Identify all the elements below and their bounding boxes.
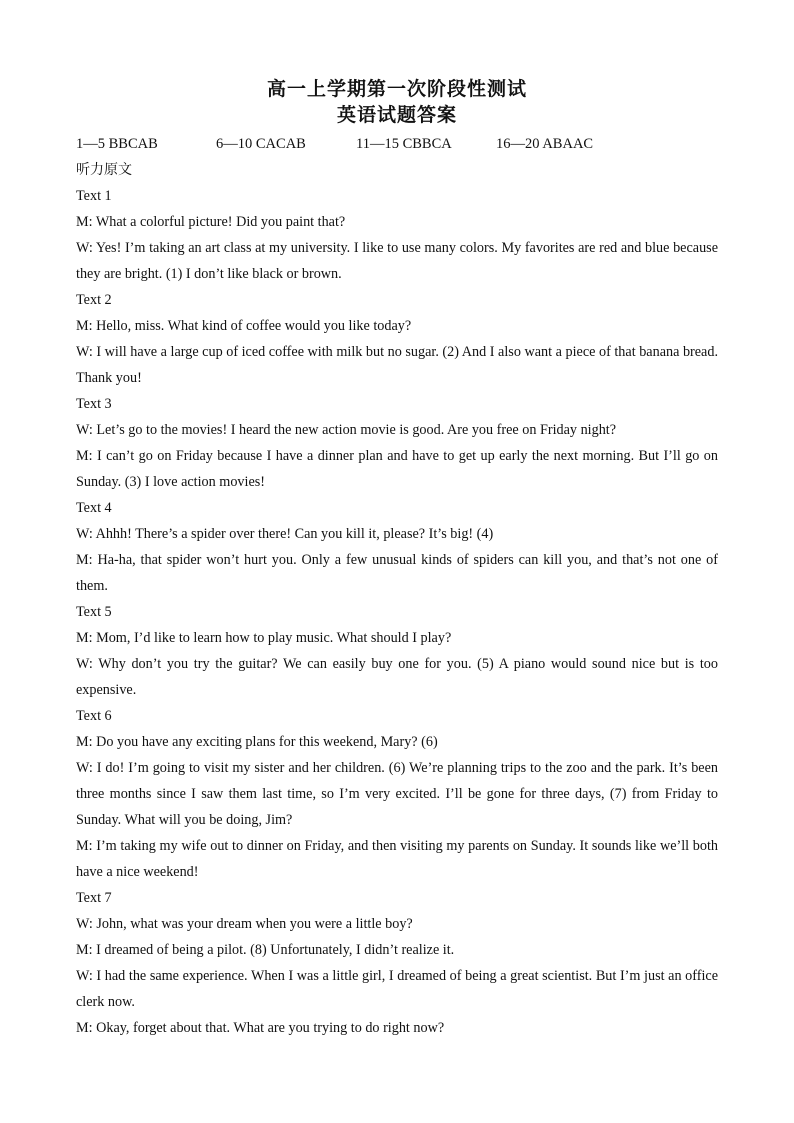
text-label: Text 3 — [76, 396, 112, 412]
text-4-section — [76, 495, 718, 599]
text-7-section — [76, 885, 718, 1041]
dialogue-line: M: Mom, I’d like to learn how to play music. What should I play? — [76, 630, 452, 646]
text-label: Text 2 — [76, 292, 112, 308]
dialogue-line: M: Do you have any exciting plans for this weekend, Mary? (6) — [76, 734, 438, 750]
answer-document — [76, 76, 718, 1041]
dialogue-line: M: What a colorful picture! Did you paint that? — [76, 214, 346, 230]
listening-transcript-heading: 听力原文 — [76, 162, 132, 178]
text-label: Text 1 — [76, 188, 112, 204]
text-5-section — [76, 599, 718, 703]
answer-key-row — [76, 131, 718, 157]
dialogue-line: W: I had the same experience. When I was a little girl, I dreamed of being a great scientist. But I’m just an office clerk now. — [76, 968, 718, 1010]
dialogue-line: W: I will have a large cup of iced coffee with milk but no sugar. (2) And I also want a piece of that banana bread. Thank you! — [76, 344, 718, 386]
text-label: Text 5 — [76, 604, 112, 620]
dialogue-line: M: Ha-ha, that spider won’t hurt you. Only a few unusual kinds of spiders can kill you, and that’s not one of them. — [76, 552, 718, 594]
answer-group-1: 1—5 BBCAB — [76, 136, 158, 152]
dialogue-line: W: I do! I’m going to visit my sister and her children. (6) We’re planning trips to the zoo and the park. It’s been three months since I saw them last time, so I’m very excited. I’ll be gone for three days, (7) from Friday to Sunday. What will you be doing, Jim? — [76, 760, 718, 828]
dialogue-line: W: Let’s go to the movies! I heard the new action movie is good. Are you free on Friday night? — [76, 422, 617, 438]
text-6-section — [76, 703, 718, 885]
answer-group-2: 6—10 CACAB — [216, 136, 306, 152]
dialogue-line: W: John, what was your dream when you were a little boy? — [76, 916, 413, 932]
text-label: Text 4 — [76, 500, 112, 516]
dialogue-line: W: Yes! I’m taking an art class at my university. I like to use many colors. My favorites are red and blue because they are bright. (1) I don’t like black or brown. — [76, 240, 718, 282]
dialogue-line: M: I dreamed of being a pilot. (8) Unfortunately, I didn’t realize it. — [76, 942, 455, 958]
text-1-section — [76, 183, 718, 287]
dialogue-line: M: I’m taking my wife out to dinner on Friday, and then visiting my parents on Sunday. It sounds like we’ll both have a nice weekend! — [76, 838, 718, 880]
document-title: 高一上学期第一次阶段性测试 — [266, 78, 527, 100]
answer-group-3: 11—15 CBBCA — [356, 136, 452, 152]
dialogue-line: M: I can’t go on Friday because I have a dinner plan and have to get up early the next morning. But I’ll go on Sunday. (3) I love action movies! — [76, 448, 718, 490]
text-3-section — [76, 391, 718, 495]
text-label: Text 6 — [76, 708, 112, 724]
dialogue-line: W: Why don’t you try the guitar? We can easily buy one for you. (5) A piano would sound nice but is too expensive. — [76, 656, 718, 698]
text-label: Text 7 — [76, 890, 112, 906]
dialogue-line: M: Okay, forget about that. What are you trying to do right now? — [76, 1020, 445, 1036]
document-subtitle: 英语试题答案 — [336, 104, 457, 126]
dialogue-line: M: Hello, miss. What kind of coffee would you like today? — [76, 318, 412, 334]
answer-group-4: 16—20 ABAAC — [496, 136, 594, 152]
text-2-section — [76, 287, 718, 391]
dialogue-line: W: Ahhh! There’s a spider over there! Can you kill it, please? It’s big! (4) — [76, 526, 494, 542]
